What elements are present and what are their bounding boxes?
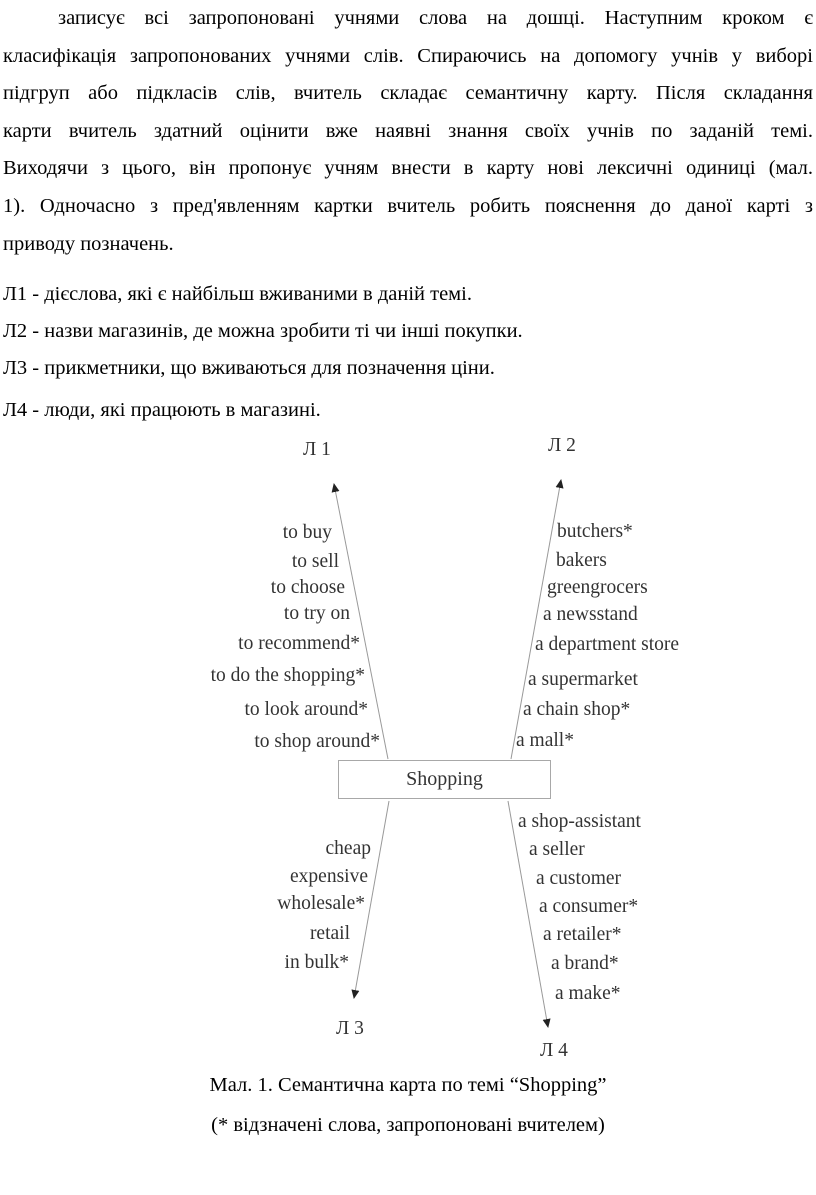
word-l2: bakers (556, 550, 607, 571)
word-l2: butchers* (557, 521, 633, 542)
center-node: Shopping (338, 760, 551, 799)
word-l2: a department store (535, 634, 680, 655)
word-l3: in bulk* (284, 952, 349, 973)
branch-label-l2: Л 2 (548, 435, 576, 456)
word-l1: to sell (291, 551, 339, 572)
word-l4: a shop-assistant (518, 811, 641, 832)
word-l4: a retailer* (543, 924, 622, 945)
word-l1: to choose (270, 577, 345, 598)
word-l4: a brand* (551, 953, 619, 974)
word-l3: expensive (290, 866, 368, 887)
word-l2: a mall* (516, 730, 574, 751)
branch-label-l1: Л 1 (303, 439, 331, 460)
word-l2: a supermarket (528, 669, 638, 690)
legend-item-l2: Л2 - назви магазинів, де можна зробити ті чи інші покупки. (3, 320, 523, 342)
legend-item-l1: Л1 - дієслова, які є найбільш вживаними в даній темі. (3, 283, 472, 305)
word-l2: a newsstand (543, 604, 638, 625)
word-l4: a seller (529, 839, 585, 860)
figure-caption: Мал. 1. Семантична карта по темі “Shopping” (209, 1074, 607, 1096)
word-l3: wholesale* (277, 893, 365, 914)
paragraph-line: приводу позначень. (3, 232, 174, 255)
branch-label-l3: Л 3 (336, 1018, 364, 1039)
word-l1: to shop around* (254, 731, 380, 752)
word-l2: greengrocers (547, 577, 648, 598)
word-l1: to do the shopping* (210, 665, 365, 686)
legend-item-l4: Л4 - люди, які працюють в магазині. (3, 399, 321, 421)
word-l1: to recommend* (238, 633, 360, 654)
word-l1: to try on (283, 603, 350, 624)
branch-label-l4: Л 4 (540, 1040, 568, 1061)
word-l1: to look around* (244, 699, 368, 720)
paragraph-line: класифікація запропонованих учнями слів. Спираючись на допомогу учнів у виборі (3, 44, 813, 67)
word-l3: retail (309, 923, 350, 944)
legend-item-l3: Л3 - прикметники, що вживаються для позначення ціни. (3, 357, 495, 379)
paragraph-line: карти вчитель здатний оцінити вже наявні знання своїх учнів по заданій темі. (3, 119, 813, 142)
word-l4: a consumer* (539, 896, 639, 917)
word-l4: a make* (555, 983, 621, 1004)
word-l3: cheap (325, 838, 371, 859)
figure-caption-note: (* відзначені слова, запропоновані вчителем) (211, 1114, 605, 1136)
word-l2: a chain shop* (523, 699, 631, 720)
paragraph-line: записує всі запропоновані учнями слова на дошці. Наступним кроком є (58, 7, 813, 29)
paragraph-line: підгруп або підкласів слів, вчитель складає семантичну карту. Після складання (3, 82, 813, 105)
paragraph-line: 1). Одночасно з пред'явленням картки вчитель робить пояснення до даної карті з (3, 194, 813, 217)
word-l1: to buy (282, 522, 332, 543)
word-l4: a customer (536, 868, 622, 889)
paragraph-line: Виходячи з цього, він пропонує учням внести в карту нові лексичні одиниці (мал. (3, 157, 813, 180)
